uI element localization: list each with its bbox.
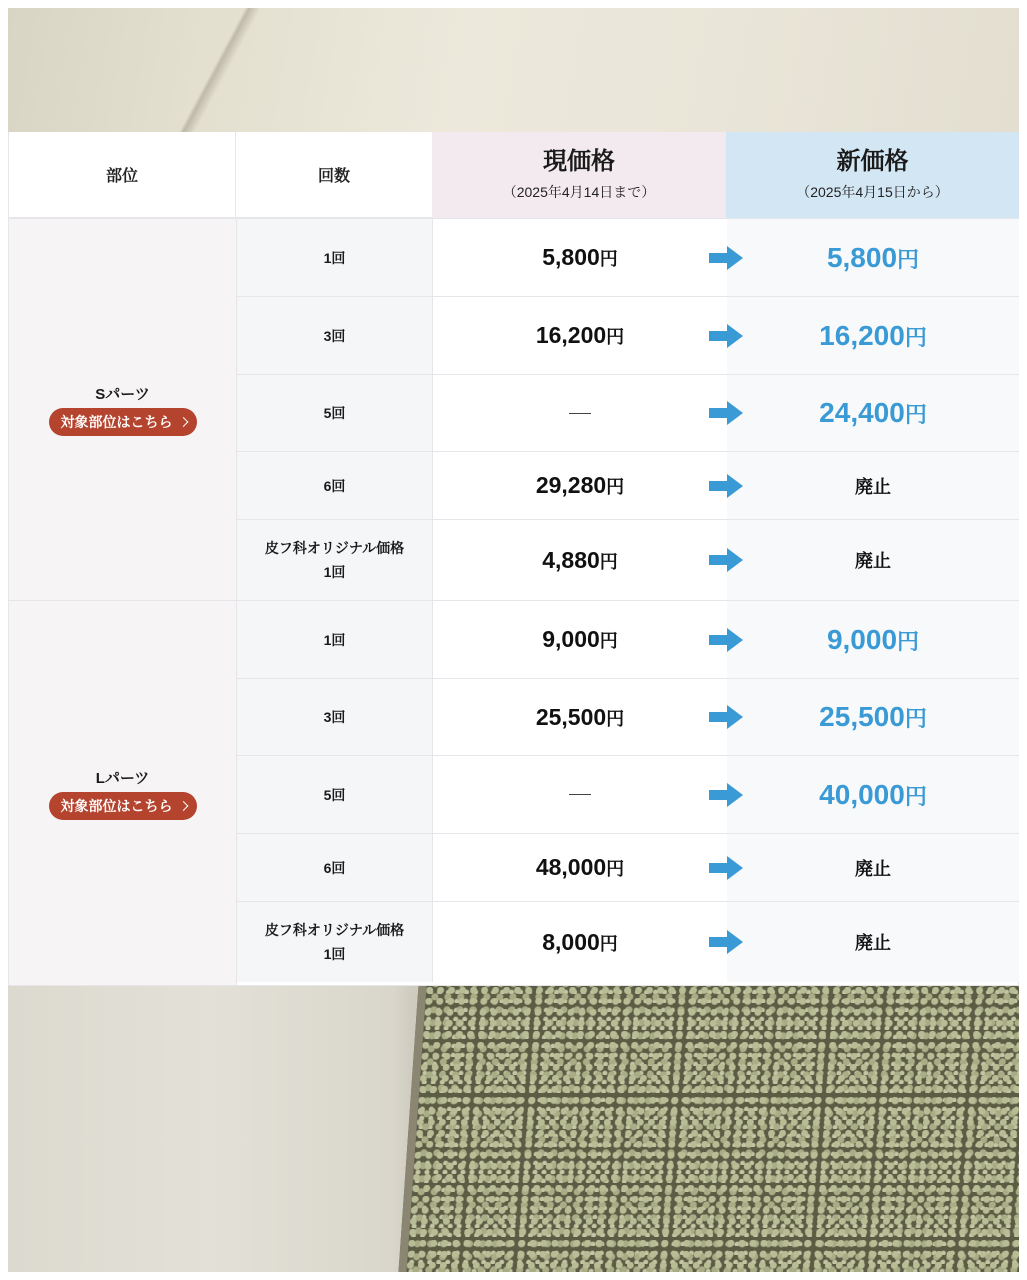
new-price-cell <box>727 834 1019 901</box>
count-label: 皮フ科オリジナル価格 <box>264 540 405 556</box>
table-body <box>8 218 1019 986</box>
arrow-right-icon <box>709 474 743 498</box>
part-cell-l <box>9 601 237 985</box>
current-price <box>536 322 624 349</box>
count-label: 6回 <box>323 477 346 494</box>
table-row <box>237 375 1019 452</box>
current-price-value: 25,500 <box>535 703 607 730</box>
arrow-right-icon <box>709 705 743 729</box>
count-label: 1回 <box>323 631 346 648</box>
count-cell <box>237 601 433 678</box>
abolished-label: 廃止 <box>855 858 891 879</box>
table-row <box>237 219 1019 297</box>
arrow-right-icon <box>709 401 743 425</box>
current-price-value: 5,800 <box>542 244 600 270</box>
new-price-value: 16,200 <box>819 319 905 351</box>
arrow-right-icon <box>709 628 743 652</box>
current-price-value: 9,000 <box>542 626 600 652</box>
current-price-cell <box>433 902 727 982</box>
header-new-sub: （2025年4月15日から） <box>796 184 949 200</box>
header-part-label: 部位 <box>105 168 138 185</box>
current-price <box>536 472 624 499</box>
yen-unit: 円 <box>606 477 625 497</box>
arrow-right-icon <box>709 930 743 954</box>
new-price <box>819 779 927 811</box>
count-cell <box>237 679 433 755</box>
header-count <box>236 132 432 218</box>
target-area-link[interactable]: 対象部位はこちら <box>49 408 197 436</box>
part-name: Sパーツ <box>95 386 150 403</box>
dash-icon <box>569 794 591 795</box>
current-price-value: 29,280 <box>535 472 607 498</box>
count-label: 6回 <box>323 859 346 876</box>
count-cell <box>237 219 433 296</box>
new-price-cell <box>727 902 1019 982</box>
price-table <box>8 132 1019 986</box>
current-price <box>542 547 618 574</box>
count-cell <box>237 756 433 833</box>
header-new-title: 新価格 <box>836 148 909 175</box>
abolished-label: 廃止 <box>855 551 891 571</box>
new-price <box>827 242 919 274</box>
table-row <box>237 452 1019 520</box>
current-price <box>542 626 618 653</box>
current-price-cell <box>433 834 727 901</box>
current-price-cell <box>433 297 727 374</box>
count-label: 皮フ科オリジナル価格 <box>264 922 405 938</box>
yen-unit: 円 <box>606 327 625 347</box>
count-cell <box>237 834 433 901</box>
yen-unit: 円 <box>606 859 625 879</box>
arrow-right-icon <box>709 246 743 270</box>
current-price-value: 48,000 <box>535 854 607 880</box>
table-row <box>237 756 1019 834</box>
bottom-photo <box>8 986 1019 1272</box>
count-cell <box>237 902 433 982</box>
abolished-label: 廃止 <box>855 476 891 497</box>
top-photo <box>8 8 1019 132</box>
yen-unit: 円 <box>904 706 927 731</box>
count-cell <box>237 297 433 374</box>
new-price-value: 25,500 <box>819 701 905 732</box>
current-price-value: 8,000 <box>542 928 600 955</box>
yen-unit: 円 <box>904 783 927 809</box>
header-current-sub: （2025年4月14日まで） <box>502 184 656 200</box>
yen-unit: 円 <box>599 249 618 269</box>
yen-unit: 円 <box>606 708 625 729</box>
new-price-cell <box>727 375 1019 451</box>
carpet-texture <box>397 986 1019 1272</box>
new-price-cell <box>727 297 1019 374</box>
table-row <box>237 679 1019 756</box>
new-price <box>819 397 927 429</box>
target-area-link[interactable]: 対象部位はこちら <box>49 792 197 820</box>
current-price <box>536 704 624 731</box>
current-price-value: 16,200 <box>535 322 607 348</box>
count-cell <box>237 452 433 519</box>
table-row <box>237 902 1019 982</box>
header-part <box>8 132 236 218</box>
new-price-cell <box>727 756 1019 833</box>
current-price-cell <box>433 756 727 833</box>
count-label: 3回 <box>323 709 346 725</box>
new-price <box>819 701 927 733</box>
arrow-right-icon <box>709 783 743 807</box>
new-price <box>819 320 927 352</box>
new-price-value: 5,800 <box>826 241 898 273</box>
count-cell <box>237 375 433 451</box>
count-label-sub: 1回 <box>323 564 346 580</box>
new-price-cell <box>727 679 1019 755</box>
current-price <box>542 244 618 271</box>
new-price-cell <box>727 520 1019 600</box>
table-row <box>237 601 1019 679</box>
table-row <box>237 520 1019 601</box>
new-price-cell <box>727 452 1019 519</box>
header-new-price <box>726 132 1019 218</box>
arrow-right-icon <box>709 324 743 348</box>
current-price-value: 4,880 <box>542 546 600 573</box>
new-price-value: 24,400 <box>819 397 905 428</box>
current-price-cell <box>433 375 727 451</box>
current-price-cell <box>433 452 727 519</box>
current-price-cell <box>433 679 727 755</box>
new-price-cell <box>727 219 1019 296</box>
new-price-value: 9,000 <box>826 623 898 655</box>
yen-unit: 円 <box>599 933 618 954</box>
table-header <box>8 132 1019 218</box>
current-price <box>542 929 618 956</box>
yen-unit: 円 <box>904 402 927 427</box>
count-label: 5回 <box>323 405 346 421</box>
count-label-sub: 1回 <box>323 946 346 962</box>
current-price-cell <box>433 219 727 296</box>
yen-unit: 円 <box>897 246 920 272</box>
current-price <box>536 854 624 881</box>
part-cell-s <box>9 219 237 601</box>
yen-unit: 円 <box>599 551 618 572</box>
part-name: Lパーツ <box>95 769 150 787</box>
abolished-label: 廃止 <box>855 933 891 953</box>
count-label: 5回 <box>323 786 346 803</box>
dash-icon <box>569 413 591 414</box>
yen-unit: 円 <box>599 631 618 651</box>
new-price <box>827 624 919 656</box>
count-label: 3回 <box>323 327 346 344</box>
header-count-label: 回数 <box>317 168 350 185</box>
current-price-cell <box>433 520 727 600</box>
arrow-right-icon <box>709 856 743 880</box>
arrow-right-icon <box>709 548 743 572</box>
yen-unit: 円 <box>904 324 927 350</box>
header-current-price <box>432 132 726 218</box>
table-row <box>237 834 1019 902</box>
count-label: 1回 <box>323 249 346 266</box>
count-cell <box>237 520 433 600</box>
table-row <box>237 297 1019 375</box>
header-current-title: 現価格 <box>543 148 615 175</box>
new-price-cell <box>727 601 1019 678</box>
yen-unit: 円 <box>897 628 920 654</box>
current-price-cell <box>433 601 727 678</box>
new-price-value: 40,000 <box>819 778 905 810</box>
